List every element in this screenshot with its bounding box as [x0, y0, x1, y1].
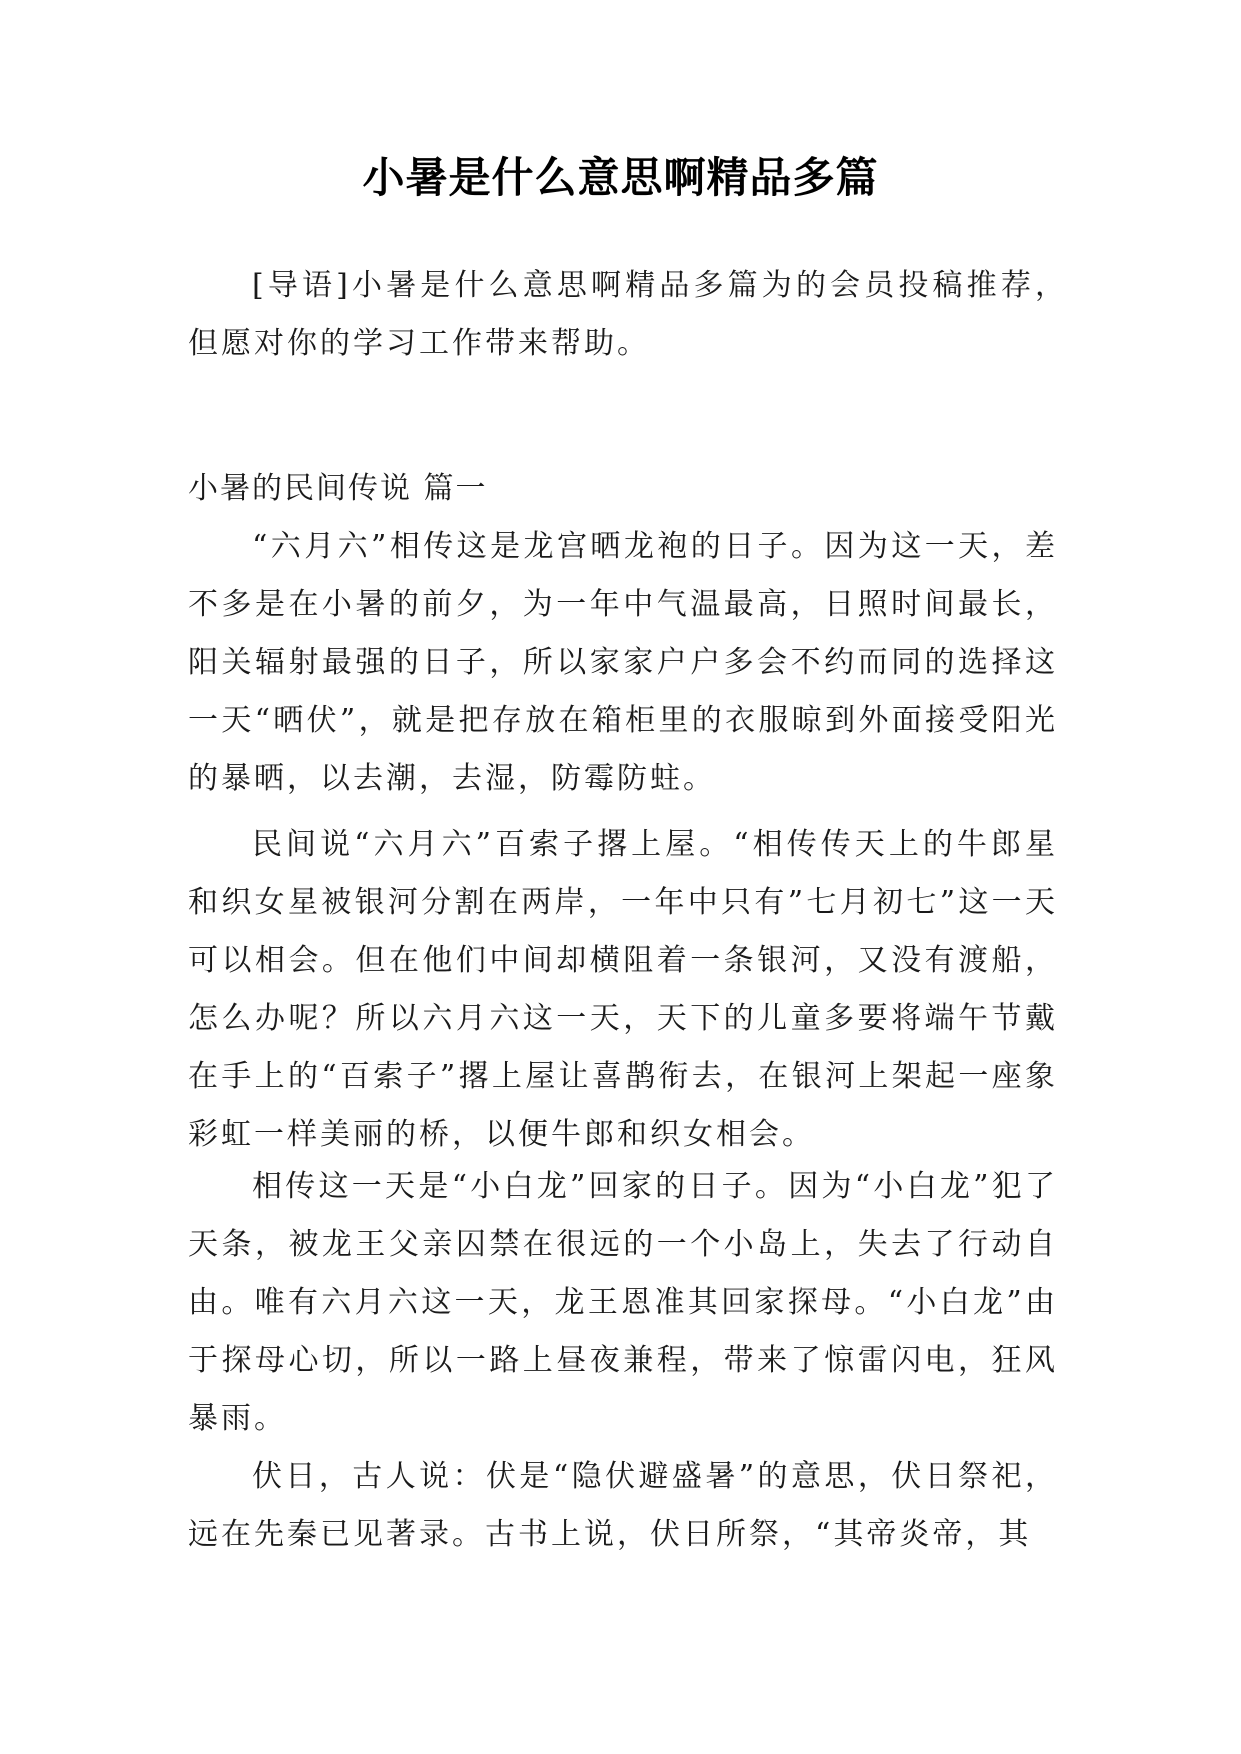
paragraph-2: 民间说“六月六”百索子撂上屋。“相传传天上的牛郎星和织女星被银河分割在两岸，一年中只有”七月初七”这一天可以相会。但在他们中间却横阻着一条银河，又没有渡船，怎么办呢？所以六月六这一天，天下的儿童多要将端午节戴在手上的“百索子”撂上屋让喜鹊衔去，在银河上架起一座象彩虹一样美丽的桥，以便牛郎和织女相会。: [188, 827, 1058, 1152]
section-heading: 小暑的民间传说 篇一: [188, 471, 488, 506]
document-title: 小暑是什么意思啊精品多篇: [362, 153, 879, 202]
paragraph-1: “六月六”相传这是龙宫晒龙袍的日子。因为这一天，差不多是在小暑的前夕，为一年中气温最高，日照时间最长，阳关辐射最强的日子，所以家家户户多会不约而同的选择这一天“晒伏”，就是把存放在箱柜里的衣服晾到外面接受阳光的暴晒，以去潮，去湿，防霉防蛀。: [188, 529, 1058, 796]
paragraph-4: 伏日，古人说：伏是“隐伏避盛暑”的意思，伏日祭祀，远在先秦已见著录。古书上说，伏日所祭，“其帝炎帝，其: [188, 1459, 1058, 1552]
paragraph-3: 相传这一天是“小白龙”回家的日子。因为“小白龙”犯了天条，被龙王父亲囚禁在很远的一个小岛上，失去了行动自由。唯有六月六这一天，龙王恩准其回家探母。“小白龙”由于探母心切，所以一路上昼夜兼程，带来了惊雷闪电，狂风暴雨。: [188, 1169, 1058, 1436]
intro-paragraph: [导语]小暑是什么意思啊精品多篇为的会员投稿推荐，但愿对你的学习工作带来帮助。: [188, 268, 1068, 361]
